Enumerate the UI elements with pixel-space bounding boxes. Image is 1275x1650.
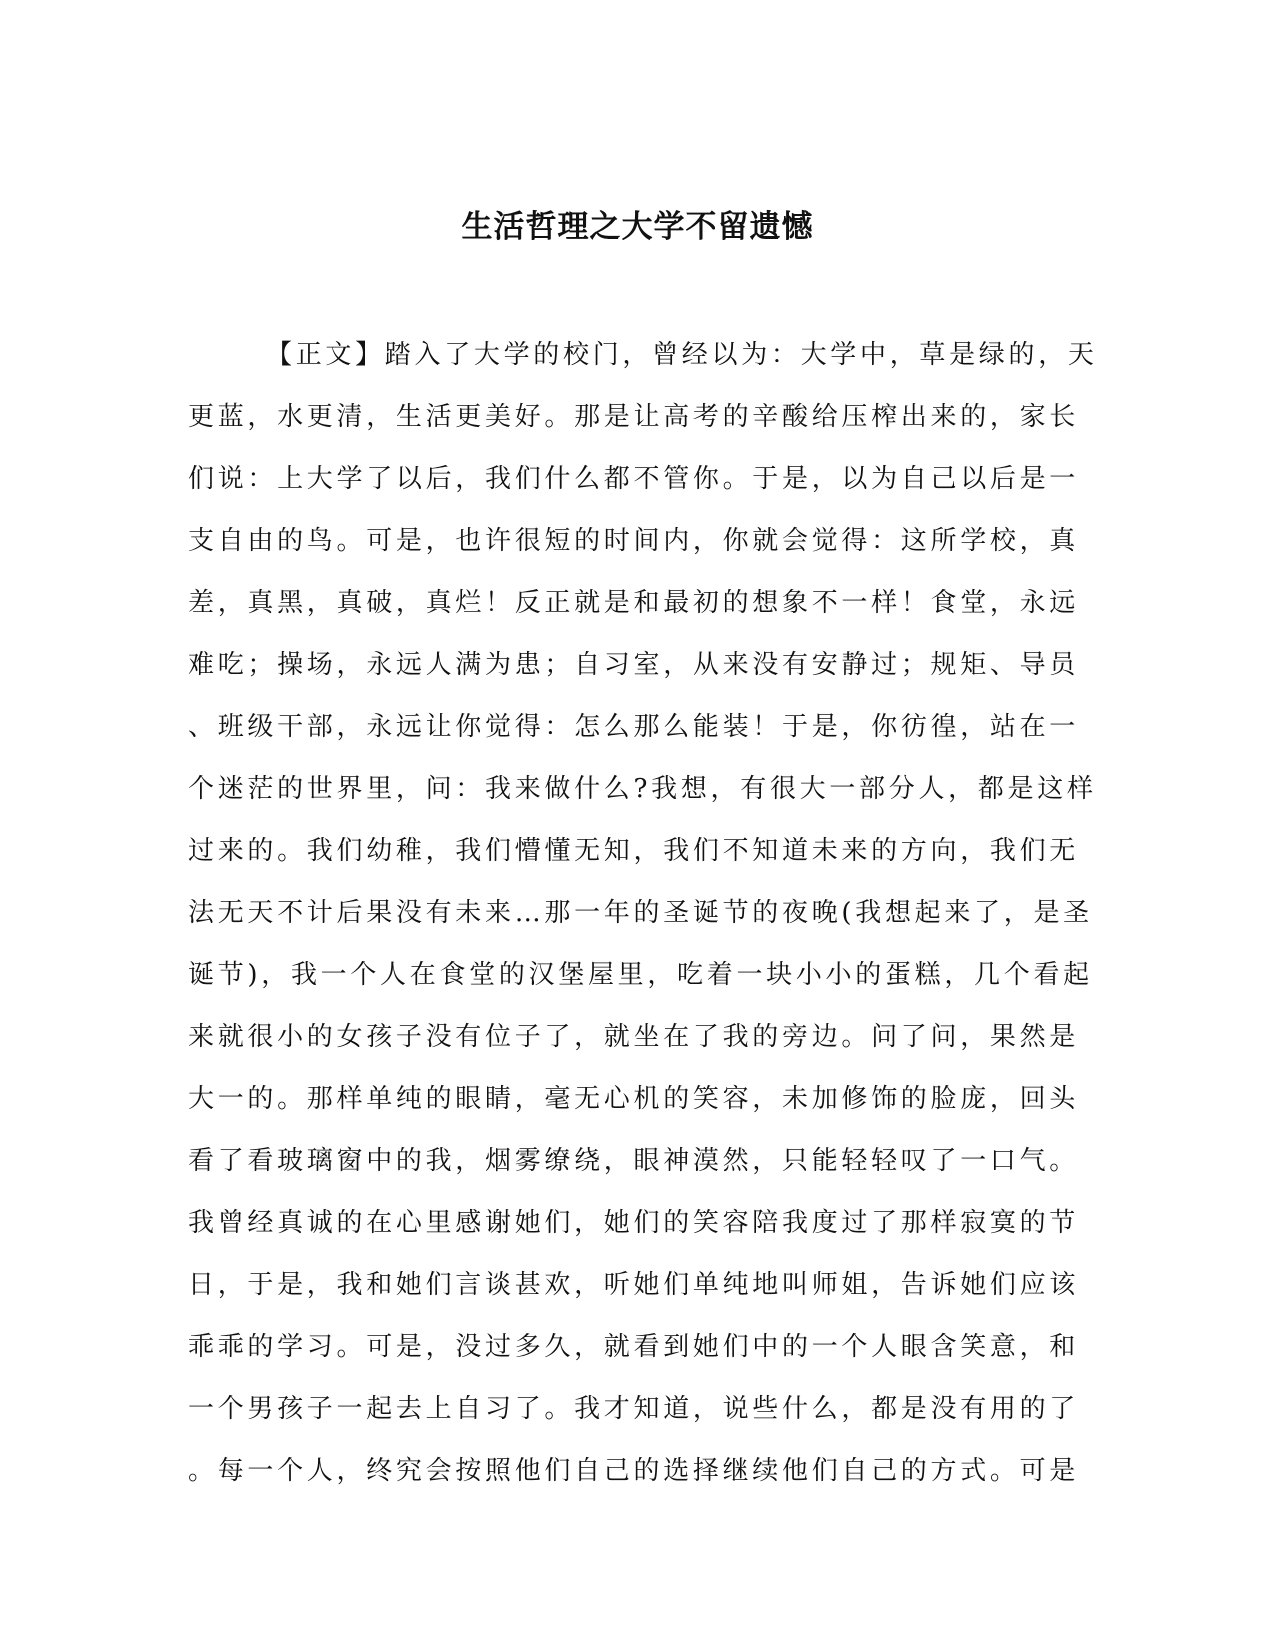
body-line: 来就很小的女孩子没有位子了，就坐在了我的旁边。问了问，果然是	[188, 1022, 1080, 1052]
body-line: 们说：上大学了以后，我们什么都不管你。于是，以为自己以后是一	[188, 464, 1080, 494]
body-line: 乖乖的学习。可是，没过多久，就看到她们中的一个人眼含笑意，和	[188, 1332, 1080, 1362]
body-line: 【正文】踏入了大学的校门，曾经以为：大学中，草是绿的，天	[266, 340, 1098, 370]
body-line: 看了看玻璃窗中的我，烟雾缭绕，眼神漠然，只能轻轻叹了一口气。	[188, 1146, 1080, 1176]
body-line: 诞节)，我一个人在食堂的汉堡屋里，吃着一块小小的蛋糕，几个看起	[188, 960, 1093, 990]
body-line: 过来的。我们幼稚，我们懵懂无知，我们不知道未来的方向，我们无	[188, 836, 1080, 866]
document-title: 生活哲理之大学不留遗憾	[461, 209, 814, 245]
body-line: 日，于是，我和她们言谈甚欢，听她们单纯地叫师姐，告诉她们应该	[188, 1270, 1080, 1300]
body-line: 一个男孩子一起去上自习了。我才知道，说些什么，都是没有用的了	[188, 1394, 1080, 1424]
document-body	[188, 324, 1098, 1502]
body-line: 差，真黑，真破，真烂！反正就是和最初的想象不一样！食堂，永远	[188, 588, 1080, 618]
body-line: 大一的。那样单纯的眼睛，毫无心机的笑容，未加修饰的脸庞，回头	[188, 1084, 1080, 1114]
body-line: 、班级干部，永远让你觉得：怎么那么能装！于是，你彷徨，站在一	[188, 712, 1080, 742]
body-line: 更蓝，水更清，生活更美好。那是让高考的辛酸给压榨出来的，家长	[188, 402, 1080, 432]
body-line: 我曾经真诚的在心里感谢她们，她们的笑容陪我度过了那样寂寞的节	[188, 1208, 1080, 1238]
body-line: 。每一个人，终究会按照他们自己的选择继续他们自己的方式。可是	[188, 1456, 1080, 1486]
body-line: 难吃；操场，永远人满为患；自习室，从来没有安静过；规矩、导员	[188, 650, 1080, 680]
body-line: 法无天不计后果没有未来…那一年的圣诞节的夜晚(我想起来了，是圣	[188, 898, 1093, 928]
body-line: 支自由的鸟。可是，也许很短的时间内，你就会觉得：这所学校，真	[188, 526, 1080, 556]
body-line: 个迷茫的世界里，问：我来做什么?我想，有很大一部分人，都是这样	[188, 774, 1097, 804]
